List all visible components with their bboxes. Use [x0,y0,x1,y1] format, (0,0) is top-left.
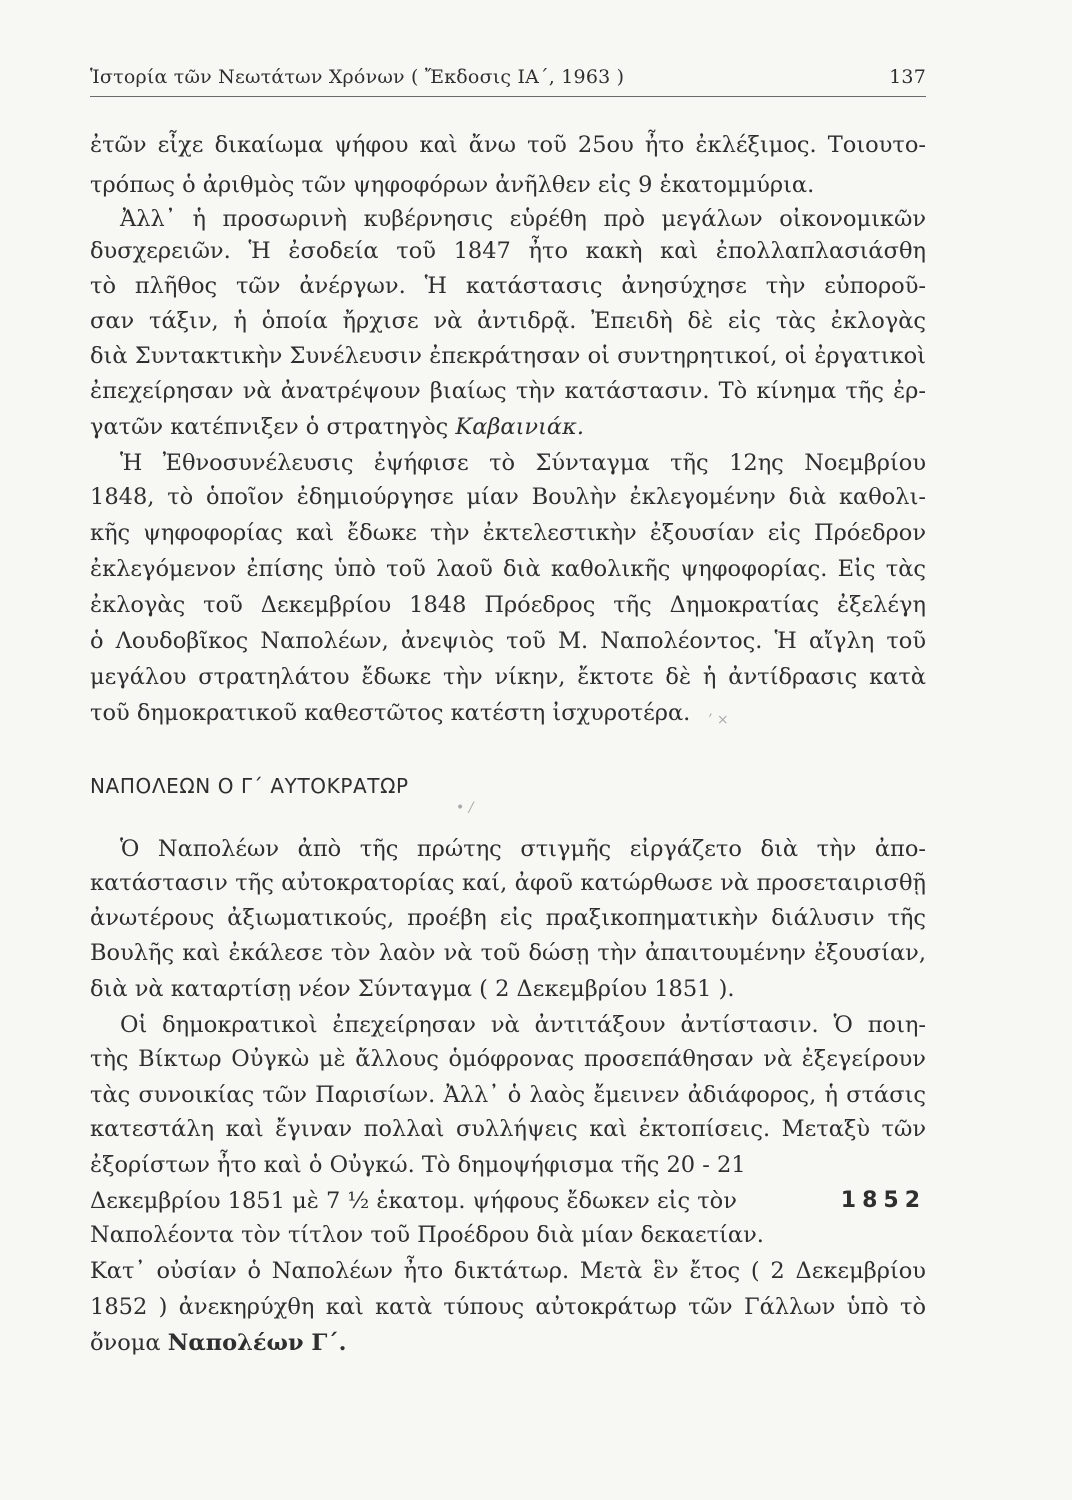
text-line: ἐκλεγόμενον ἐπίσης ὑπὸ τοῦ λαοῦ διὰ καθολικῆς ψηφοφορίας. Εἰς τὰς [90,556,926,582]
book-title: Ἱστορία τῶν Νεωτάτων Χρόνων ( Ἔκδοσις ΙΑ΄, 1963 ) [90,66,625,88]
text-line [90,1328,926,1358]
text-line: ἐπεχείρησαν νὰ ἀνατρέψουν βιαίως τὴν κατάστασιν. Τὸ κίνημα τῆς ἐρ- [90,378,926,404]
text-line [90,412,926,442]
text-line: κῆς ψηφοφορίας καὶ ἔδωκε τὴν ἐκτελεστικὴν ἐξουσίαν εἰς Πρόεδρον [90,520,926,546]
text-line: τὰς συνοικίας τῶν Παρισίων. Ἀλλ᾽ ὁ λαὸς ἔμεινεν ἀδιάφορος, ἡ στάσις [90,1082,926,1108]
text-line: 1848, τὸ ὁποῖον ἐδημιούργησε μίαν Βουλὴν ἐκλεγομένην διὰ καθολι- [90,484,926,510]
text-line: Ναπολέοντα τὸν τίτλον τοῦ Προέδρου διὰ μίαν δεκαετίαν. [90,1222,764,1248]
text-line: Κατ᾽ οὐσίαν ὁ Ναπολέων ἦτο δικτάτωρ. Μετὰ ἓν ἔτος ( 2 Δεκεμβρίου [90,1258,926,1284]
text-line: κατεστάλη καὶ ἔγιναν πολλαὶ συλλήψεις καὶ ἐκτοπίσεις. Μεταξὺ τῶν [90,1116,926,1142]
text-line: ἐκλογὰς τοῦ Δεκεμβρίου 1848 Πρόεδρος τῆς Δημοκρατίας ἐξελέγη [90,592,926,618]
text-line: τρόπως ὁ ἀριθμὸς τῶν ψηφοφόρων ἀνῆλθεν εἰς 9 ἑκατομμύρια. [90,172,815,198]
pencil-mark: ’ × [708,712,729,728]
text-line: ἐξορίστων ἦτο καὶ ὁ Οὐγκώ. Τὸ δημοψήφισμα τῆς 20 - 21 [90,1152,746,1178]
emperor-name: Ναπολέων Γ΄. [167,1330,347,1356]
text-run: γατῶν κατέπνιξεν ὁ στρατηγὸς [90,414,456,440]
text-line: τοῦ δημοκρατικοῦ καθεστῶτος κατέστη ἰσχυροτέρα. [90,700,691,726]
general-name: Καβαινιάκ. [455,414,585,440]
text-run: ὄνομα [90,1330,168,1356]
page-number: 137 [889,66,926,88]
text-line: διὰ νὰ καταρτίσῃ νέον Σύνταγμα ( 2 Δεκεμβρίου 1851 ). [90,976,735,1002]
running-header [90,62,926,97]
text-line: διὰ Συντακτικὴν Συνέλευσιν ἐπεκράτησαν οἱ συντηρητικοί, οἱ ἐργατικοὶ [90,343,926,369]
text-line: Ὁ Ναπολέων ἀπὸ τῆς πρώτης στιγμῆς εἰργάζετο διὰ τὴν ἀπο- [120,836,926,862]
section-heading: ΝΑΠΟΛΕΩΝ Ο Γ΄ ΑΥΤΟΚΡΑΤΩΡ [90,774,409,798]
text-line: Ἀλλ᾽ ἡ προσωρινὴ κυβέρνησις εὑρέθη πρὸ μεγάλων οἰκονομικῶν [120,206,926,232]
text-line: μεγάλου στρατηλάτου ἔδωκε τὴν νίκην, ἔκτοτε δὲ ἡ ἀντίδρασις κατὰ [90,664,926,690]
pencil-mark: • / [456,800,474,816]
text-line: Ἡ Ἐθνοσυνέλευσις ἐψήφισε τὸ Σύνταγμα τῆς 12ης Νοεμβρίου [120,450,926,476]
text-line: σαν τάξιν, ἡ ὁποία ἤρχισε νὰ ἀντιδρᾷ. Ἐπειδὴ δὲ εἰς τὰς ἐκλογὰς [90,308,926,334]
text-line: δυσχερειῶν. Ἡ ἐσοδεία τοῦ 1847 ἦτο κακὴ καὶ ἐπολλαπλασιάσθη [90,238,926,264]
margin-year: 1852 [840,1188,926,1213]
text-line: 1852 ) ἀνεκηρύχθη καὶ κατὰ τύπους αὐτοκράτωρ τῶν Γάλλων ὑπὸ τὸ [90,1294,926,1320]
text-line: Βουλῆς καὶ ἐκάλεσε τὸν λαὸν νὰ τοῦ δώσῃ τὴν ἀπαιτουμένην ἐξουσίαν, [90,940,926,966]
text-line: ἀνωτέρους ἀξιωματικούς, προέβη εἰς πραξικοπηματικὴν διάλυσιν τῆς [90,905,926,931]
text-line: Δεκεμβρίου 1851 μὲ 7 ½ ἑκατομ. ψήφους ἔδωκεν εἰς τὸν [90,1188,737,1214]
text-line: ἐτῶν εἶχε δικαίωμα ψήφου καὶ ἄνω τοῦ 25ου ἦτο ἐκλέξιμος. Τοιουτο- [90,132,926,158]
text-line: κατάστασιν τῆς αὐτοκρατορίας καί, ἀφοῦ κατώρθωσε νὰ προσεταιρισθῇ [90,870,926,896]
text-line: Οἱ δημοκρατικοὶ ἐπεχείρησαν νὰ ἀντιτάξουν ἀντίστασιν. Ὁ ποιη- [120,1012,926,1038]
text-line: ὁ Λουδοβῖκος Ναπολέων, ἀνεψιὸς τοῦ Μ. Ναπολέοντος. Ἡ αἴγλη τοῦ [90,628,926,654]
text-line: τὸ πλῆθος τῶν ἀνέργων. Ἡ κατάστασις ἀνησύχησε τὴν εὐποροῦ- [90,273,926,299]
text-line: τὴς Βίκτωρ Οὐγκὼ μὲ ἄλλους ὁμόφρονας προσεπάθησαν νὰ ἐξεγείρουν [90,1046,926,1072]
